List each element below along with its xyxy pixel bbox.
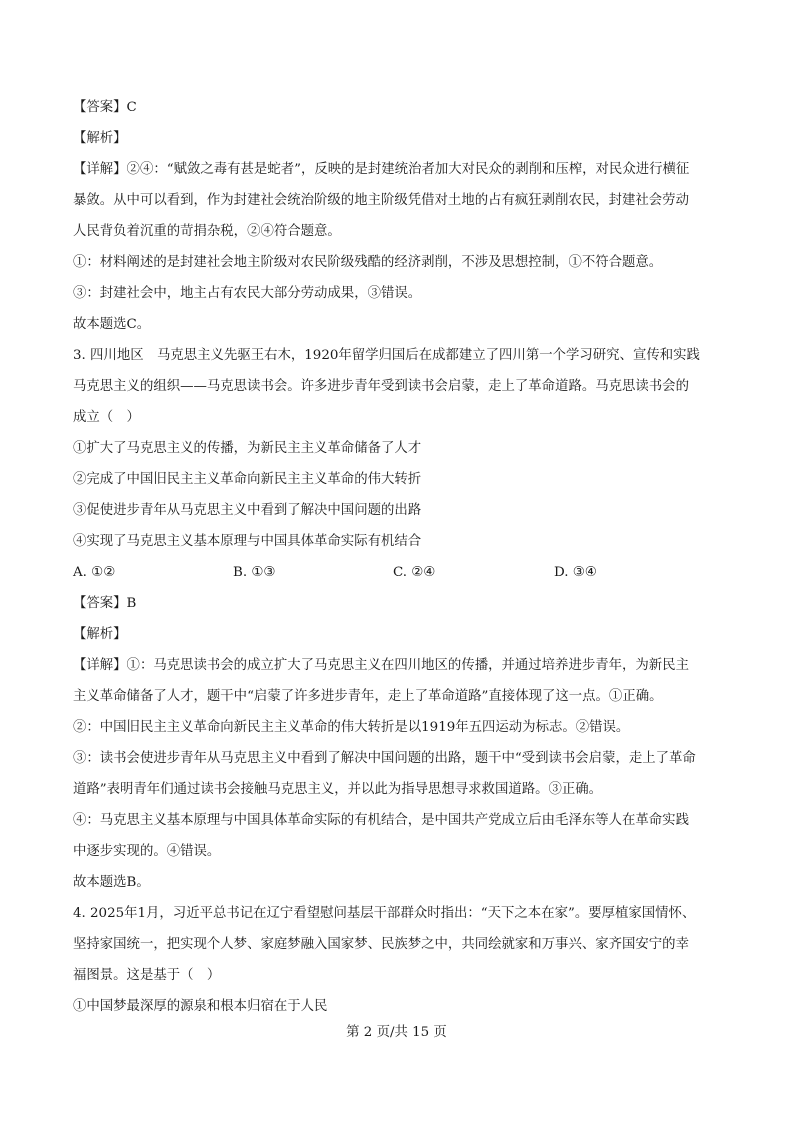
explanation-line: ③：读书会使进步青年从马克思主义中看到了解决中国问题的出路，题干中“受到读书会启蒙，走上了革命: [73, 751, 696, 766]
explanation-line: 人民背负着沉重的苛捐杂税，②④符合题意。: [73, 224, 341, 239]
explanation-line: 【详解】①：马克思读书会的成立扩大了马克思主义在四川地区的传播，并通过培养进步青年，为新民主: [73, 658, 689, 673]
analysis-label-q3: 【解析】: [73, 627, 127, 642]
option-b: B. ①③: [233, 565, 276, 580]
option-c: C. ②④: [393, 565, 436, 580]
answer-label-q2: 【答案】C: [73, 100, 137, 115]
question-4-stem: 4. 2025年1月，习近平总书记在辽宁看望慰问基层干部群众时指出：“天下之本在家”。要厚植家国情怀、: [73, 906, 696, 921]
explanation-line: 中逐步实现的。④错误。: [73, 844, 221, 859]
question-3-stem: 成立（ ）: [73, 410, 140, 425]
question-3-statement: ④实现了马克思主义基本原理与中国具体革命实际有机结合: [73, 534, 422, 549]
conclusion-line: 故本题选C。: [73, 317, 151, 332]
explanation-line: ①：材料阐述的是封建社会地主阶级对农民阶级残酷的经济剥削，不涉及思想控制，①不符合题意。: [73, 255, 663, 270]
explanation-line: 道路”表明青年们通过读书会接触马克思主义，并以此为指导思想寻求救国道路。③正确。: [73, 782, 603, 797]
answer-label-q3: 【答案】B: [73, 596, 137, 611]
question-3-stem: 3. 四川地区 马克思主义先驱王右木，1920年留学归国后在成都建立了四川第一个学习研究、宣传和实践: [73, 348, 700, 363]
explanation-line: 【详解】②④：“赋敛之毒有甚是蛇者”，反映的是封建统治者加大对民众的剥削和压榨，对民众进行横征: [73, 162, 690, 177]
question-4-statement: ①中国梦最深厚的源泉和根本归宿在于人民: [73, 999, 328, 1014]
analysis-label-q2: 【解析】: [73, 131, 127, 146]
page-content: [73, 92, 733, 1022]
option-a: A. ①②: [73, 565, 116, 580]
explanation-line: ③：封建社会中，地主占有农民大部分劳动成果，③错误。: [73, 286, 422, 301]
question-3-stem: 马克思主义的组织——马克思读书会。许多进步青年受到读书会启蒙，走上了革命道路。马克思读书会的: [73, 379, 689, 394]
explanation-line: 暴敛。从中可以看到，作为封建社会统治阶级的地主阶级凭借对土地的占有疯狂剥削农民，封建社会劳动: [73, 193, 689, 208]
question-3-options: [73, 557, 733, 588]
conclusion-line: 故本题选B。: [73, 875, 150, 890]
question-3-statement: ①扩大了马克思主义的传播，为新民主主义革命储备了人才: [73, 441, 422, 456]
question-3-statement: ②完成了中国旧民主主义革命向新民主主义革命的伟大转折: [73, 472, 422, 487]
option-d: D. ③④: [554, 565, 597, 580]
question-4-stem: 坚持家国统一，把实现个人梦、家庭梦融入国家梦、民族梦之中，共同绘就家和万事兴、家齐国安宁的幸: [73, 937, 689, 952]
question-3-statement: ③促使进步青年从马克思主义中看到了解决中国问题的出路: [73, 503, 422, 518]
explanation-line: ④：马克思主义基本原理与中国具体革命实际的有机结合，是中国共产党成立后由毛泽东等人在革命实践: [73, 813, 689, 828]
explanation-line: 主义革命储备了人才，题干中“启蒙了许多进步青年，走上了革命道路”直接体现了这一点。①正确。: [73, 689, 663, 704]
question-4-stem: 福图景。这是基于（ ）: [73, 968, 221, 983]
page-number-footer: 第 2 页/共 15 页: [346, 1025, 447, 1040]
explanation-line: ②：中国旧民主主义革命向新民主主义革命的伟大转折是以1919年五四运动为标志。②错误。: [73, 720, 630, 735]
